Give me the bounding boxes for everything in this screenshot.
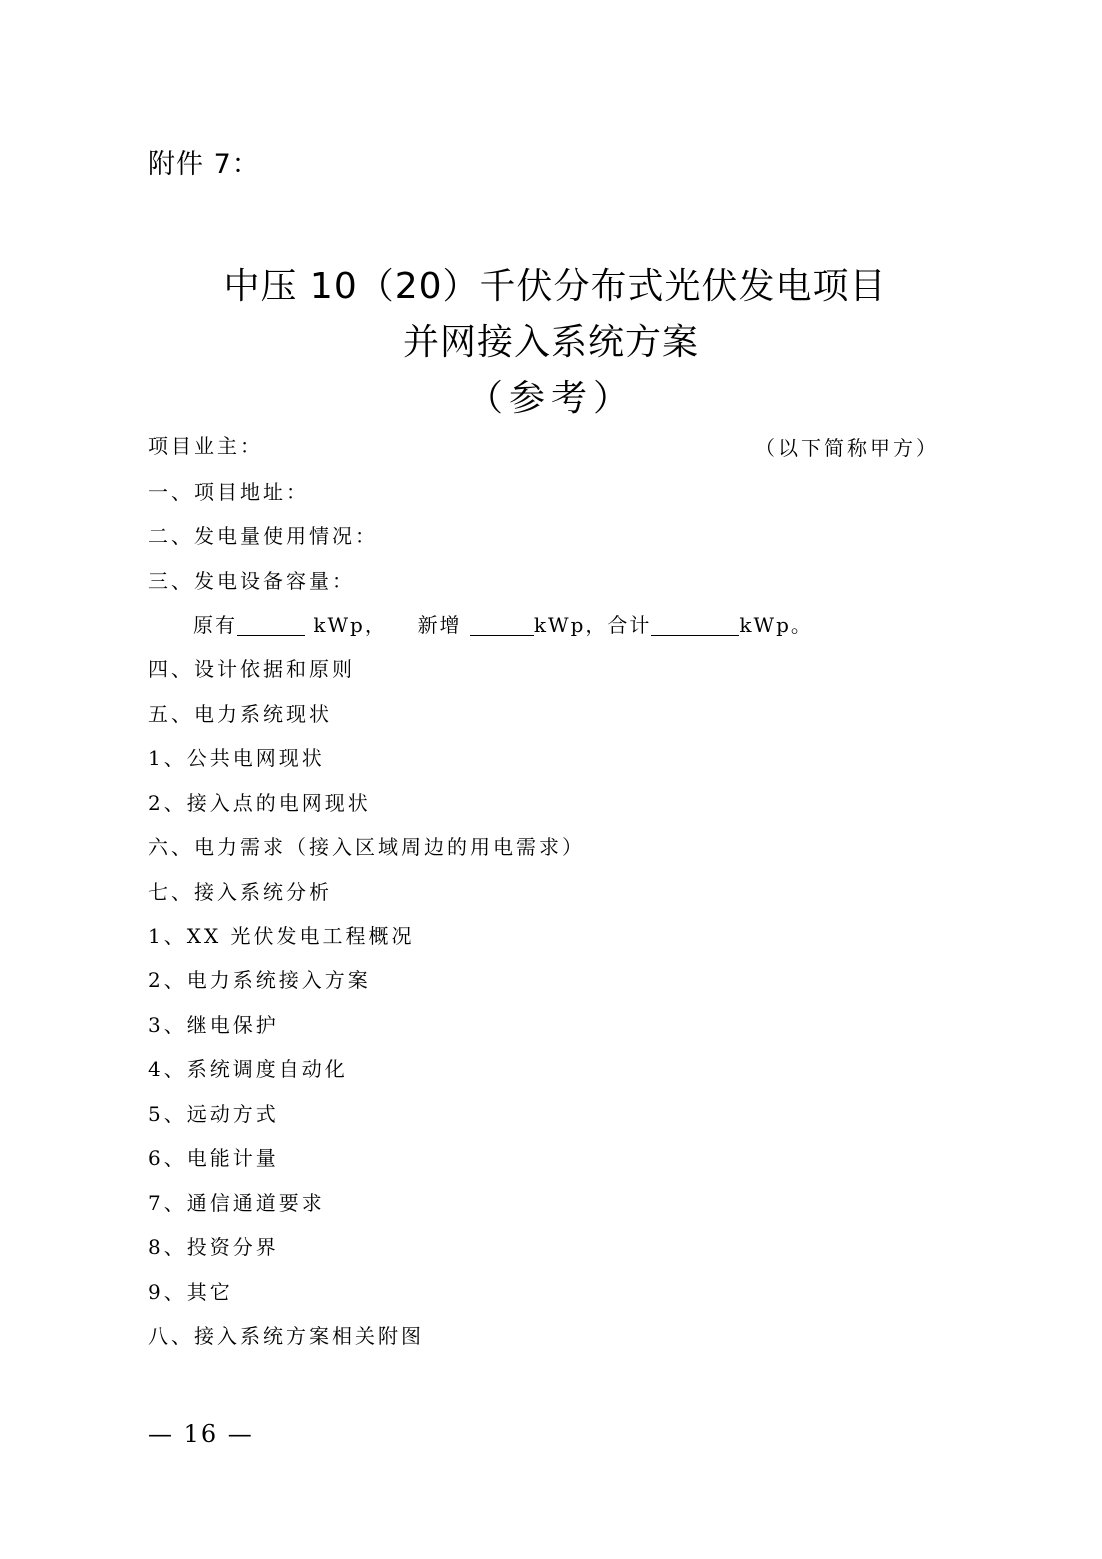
document-title-line-1: 中压 10（20）千伏分布式光伏发电项目: [223, 266, 887, 307]
section-item: 2、接入点的电网现状: [148, 791, 371, 815]
section-item: 八、接入系统方案相关附图: [148, 1324, 424, 1348]
section-item: 1、公共电网现状: [148, 746, 325, 770]
project-address-item: 一、项目地址：: [148, 480, 309, 504]
section-item: 6、电能计量: [148, 1146, 279, 1170]
section-item: 六、电力需求（接入区域周边的用电需求）: [148, 835, 585, 859]
total-capacity-blank[interactable]: [651, 613, 739, 636]
section-item: 5、远动方式: [148, 1102, 279, 1126]
section-item: 1、XX 光伏发电工程概况: [148, 924, 415, 948]
section-item: 3、继电保护: [148, 1013, 279, 1037]
section-item: 四、设计依据和原则: [148, 657, 355, 681]
section-item: 9、其它: [148, 1280, 233, 1304]
existing-unit: kWp，: [313, 613, 387, 637]
added-label: 新增: [417, 613, 462, 637]
project-owner-label: 项目业主：: [148, 434, 263, 458]
equipment-capacity-item: 三、发电设备容量：: [148, 569, 355, 593]
power-usage-item: 二、发电量使用情况：: [148, 524, 378, 548]
existing-label: 原有: [193, 613, 237, 637]
owner-abbreviation-note: （以下简称甲方）: [755, 436, 939, 460]
section-item: 4、系统调度自动化: [148, 1057, 348, 1081]
section-item: 2、电力系统接入方案: [148, 968, 371, 992]
document-title-reference: （参考）: [466, 378, 635, 419]
page-number: — 16 —: [148, 1420, 254, 1448]
existing-capacity-blank[interactable]: [237, 613, 305, 636]
total-unit: kWp。: [739, 613, 813, 637]
document-title-line-2: 并网接入系统方案: [402, 322, 699, 363]
section-item: 8、投资分界: [148, 1235, 279, 1259]
section-item: 七、接入系统分析: [148, 880, 332, 904]
added-capacity-blank[interactable]: [470, 613, 534, 636]
section-item: 7、通信通道要求: [148, 1191, 325, 1215]
attachment-label: 附件 7：: [148, 149, 260, 180]
added-unit: kWp，合计: [533, 613, 652, 637]
section-item: 五、电力系统现状: [148, 702, 332, 726]
capacity-line: [193, 609, 813, 638]
